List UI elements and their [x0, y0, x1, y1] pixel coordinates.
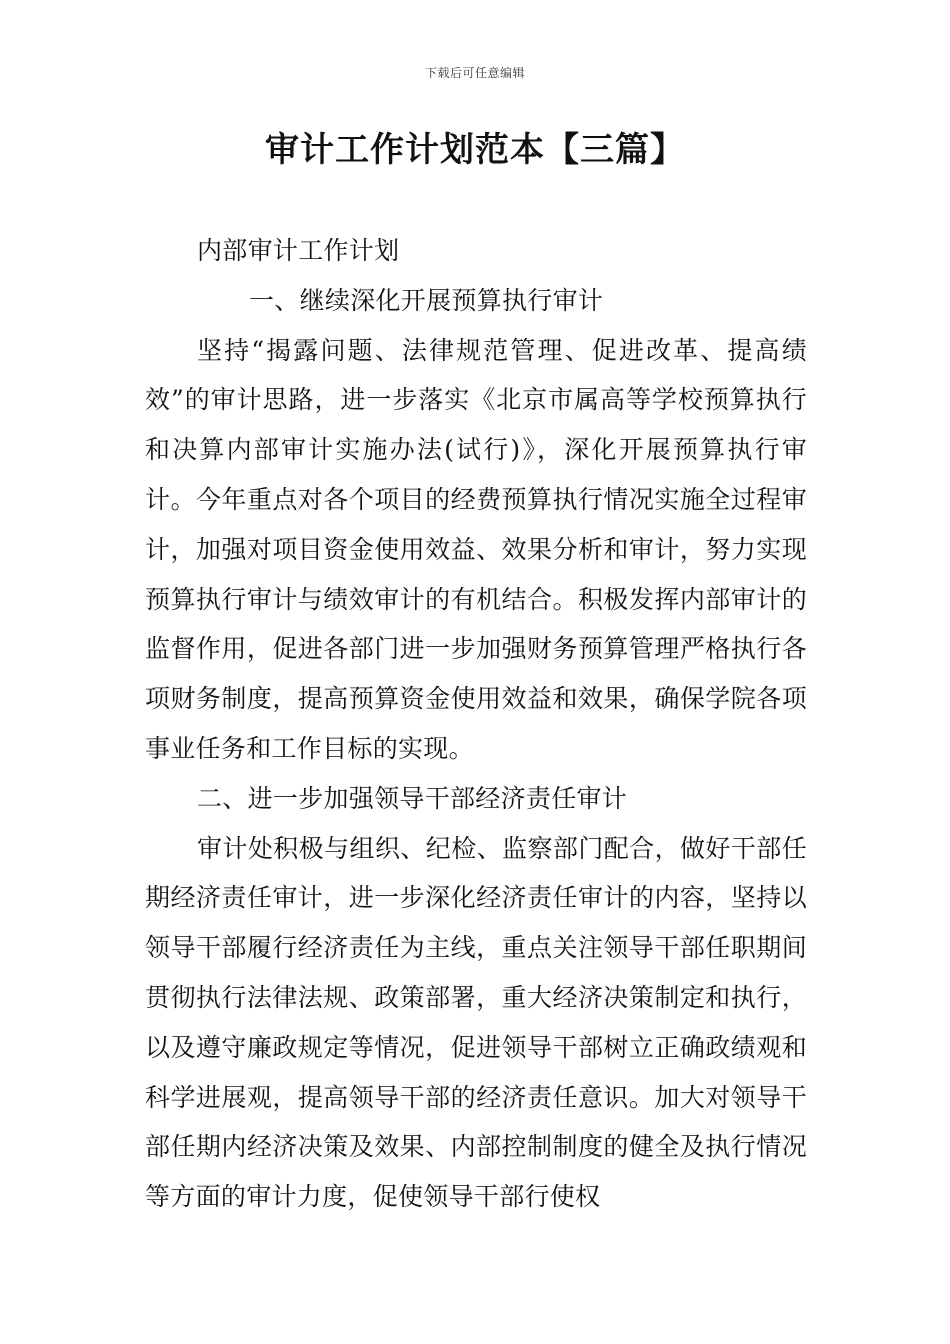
paragraph-economic-responsibility: 审计处积极与组织、纪检、监察部门配合，做好干部任期经济责任审计，进一步深化经济责任审计的内容，坚持以领导干部履行经济责任为主线，重点关注领导干部任职期间贯彻执行法律法规、政策部署，重大经济决策制定和执行，以及遵守廉政规定等情况，促进领导干部树立正确政绩观和科学进展观，提高领导干部的经济责任意识。加大对领导干部任期内经济决策及效果、内部控制制度的健全及执行情况等方面的审计力度，促使领导干部行使权	[145, 833, 807, 1212]
document-body	[145, 226, 807, 1222]
paragraph-budget-execution: 坚持“揭露问题、法律规范管理、促进改革、提高绩效”的审计思路，进一步落实《北京市属高等学校预算执行和决算内部审计实施办法(试行)》，深化开展预算执行审计。今年重点对各个项目的经费预算执行情况实施全过程审计，加强对项目资金使用效益、效果分析和审计，努力实现预算执行审计与绩效审计的有机结合。积极发挥内部审计的监督作用，促进各部门进一步加强财务预算管理严格执行各项财务制度，提高预算资金使用效益和效果，确保学院各项事业任务和工作目标的实现。	[145, 335, 807, 763]
section-heading-budget-execution: 一、继续深化开展预算执行审计	[249, 285, 604, 315]
section-heading-economic-responsibility: 二、进一步加强领导干部经济责任审计	[197, 783, 628, 813]
document-title: 审计工作计划范本【三篇】	[265, 130, 685, 170]
section-heading-internal-audit-plan: 内部审计工作计划	[197, 236, 400, 265]
page-header-note: 下载后可任意编辑	[424, 66, 525, 80]
